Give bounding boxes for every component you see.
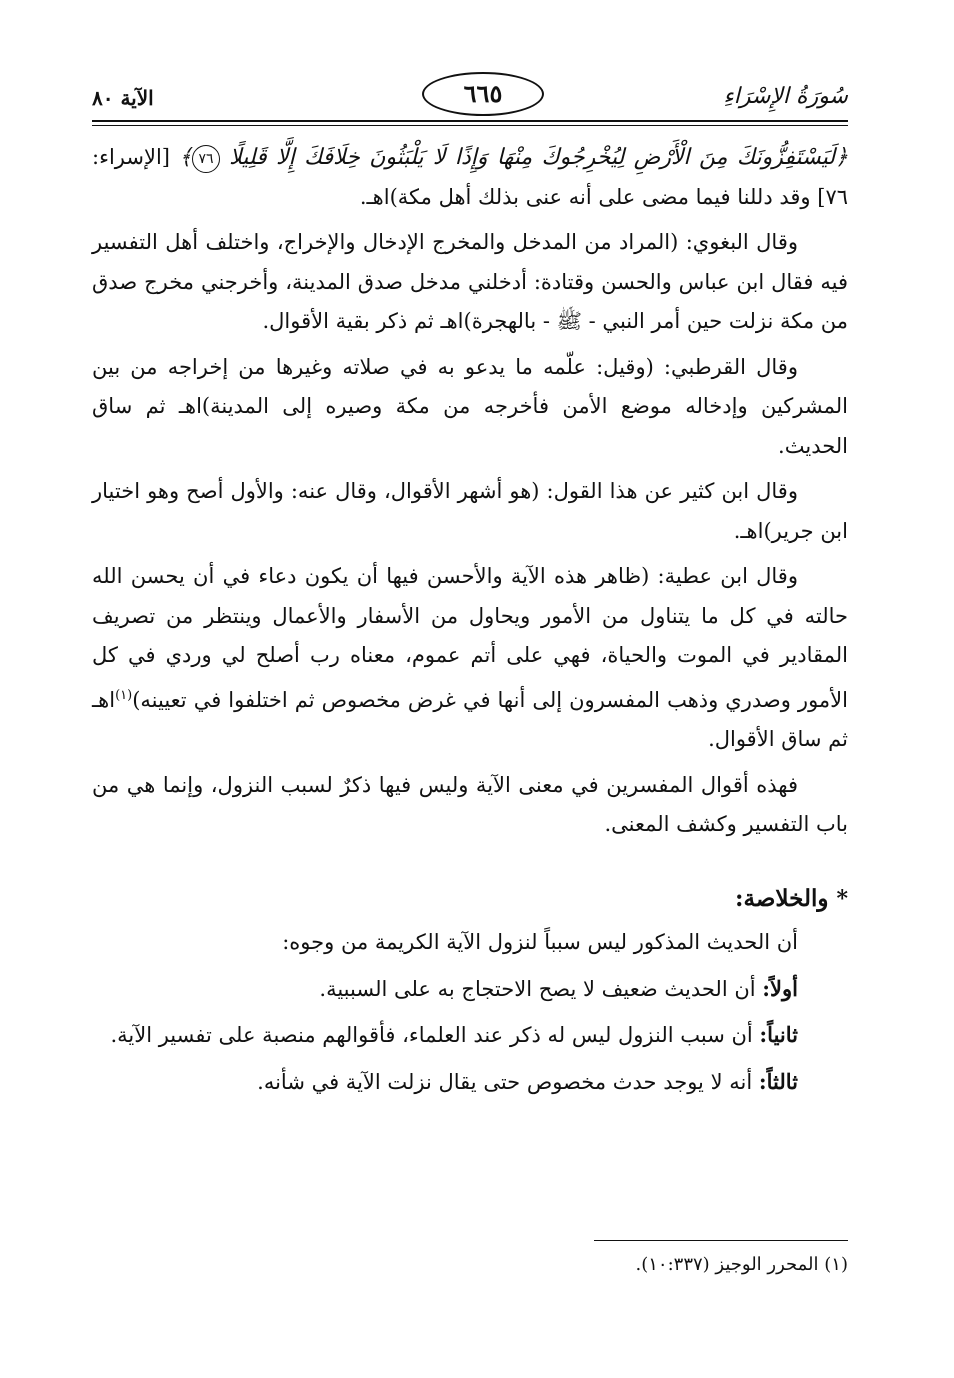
- footnote-separator: [594, 1240, 848, 1241]
- paragraph-qurtubi: وقال القرطبي: (وقيل: علّمه ما يدعو به في صلاته وغيرها من إخراجه من بين المشركين وإدخاله موضع الأمن فأخرجه من مكة وصيره إلى المدينة)اهـ ثم ساق الحديث.: [92, 354, 848, 458]
- quran-bracket-open: ﴿: [835, 145, 848, 170]
- paragraph-ibn-atiyyah: [92, 557, 848, 760]
- ayah-number-marker: ٧٦: [192, 145, 220, 173]
- paragraph-conclusion: فهذه أقوال المفسرين في معنى الآية وليس فيها ذكرٌ لسبب النزول، وإنما هي من باب التفسير وكشف المعنى.: [92, 772, 848, 836]
- ibn-atiyyah-quote: وقال ابن عطية: (ظاهر هذه الآية والأحسن فيها أن يكون دعاء في أن يحسن الله حالته في كل ما يتناول من الأمور ويحاول من الأسفار والأعمال وينتظر من تصريف المقادير في الموت والحياة، فهي على أتم عموم، معناه رب أصلح لي وردي في كل الأمور وصدري وذهب المفسرون إلى أنها في غرض مخصوص ثم اختلفوا في تعيينه): [92, 564, 848, 712]
- summary-item-label: أولاً:: [762, 975, 798, 1001]
- ibn-atiyyah-end: اهـ ثم ساق الأقوال.: [92, 687, 848, 751]
- footnote-reference[interactable]: (١): [115, 687, 133, 703]
- summary-item-label: ثانياً:: [759, 1022, 798, 1047]
- page-number: ٦٦٥: [422, 72, 544, 116]
- verse-paragraph: [92, 138, 848, 217]
- page-header: [92, 66, 848, 122]
- paragraph-baghawi: وقال البغوي: (المراد من المدخل والمخرج الإدخال والإخراج، واختلف أهل التفسير فيه فقال ابن عباس والحسن وقتادة: أدخلني مدخل صدق المدينة، وأخرجني مخرج صدق من مكة نزلت حين أمر النبي - ﷺ - بالهجرة)اهـ ثم ذكر بقية الأقوال.: [92, 230, 848, 333]
- summary-item-label: ثالثاً:: [758, 1068, 798, 1094]
- footnote: [92, 1250, 848, 1280]
- summary-item: [92, 1015, 848, 1056]
- verse-citation-text: [الإسراء: ٧٦] وقد دللنا فيما مضى على أنه عنى بذلك أهل مكة)اهـ.: [92, 145, 848, 209]
- ayah-reference: الآية ٨٠: [92, 86, 154, 110]
- star-icon: *: [836, 885, 848, 912]
- summary-item-text: أن الحديث ضعيف لا يصح الاحتجاج به على السببية.: [319, 976, 756, 1001]
- header-rule: [92, 120, 848, 122]
- summary-intro: أن الحديث المذكور ليس سبباً لنزول الآية الكريمة من وجوه:: [282, 930, 798, 954]
- summary-heading-text: والخلاصة:: [735, 884, 829, 912]
- footnote-number: (١): [824, 1254, 848, 1275]
- summary-item: [92, 1062, 848, 1103]
- summary-item-text: أنه لا يوجد حدث مخصوص حتى يقال نزلت الآية في شأنه.: [257, 1069, 753, 1094]
- summary-heading: [92, 879, 848, 920]
- summary-item-text: أن سبب النزول ليس له ذكر عند العلماء، فأقوالهم منصبة على تفسير الآية.: [110, 1023, 753, 1047]
- paragraph-ibn-kathir: وقال ابن كثير عن هذا القول: (هو أشهر الأقوال، وقال عنه: والأول أصح وهو اختيار ابن جرير)اهـ.: [92, 479, 848, 543]
- page-body: [92, 138, 848, 1108]
- surah-name: سُورَةُ الإِسْرَاءِ: [723, 84, 848, 109]
- quran-bracket-close: ﴾: [179, 145, 192, 170]
- header-rule-thin: [92, 125, 848, 126]
- quran-verse: لَيَسْتَفِزُّونَكَ مِنَ الْأَرْضِ لِيُخْرِجُوكَ مِنْهَا وَإِذًا لَا يَلْبَثُونَ خِلَافَكَ إِلَّا قَلِيلًا: [229, 145, 836, 170]
- footnote-text: المحرر الوجيز (١٠:٣٣٧).: [635, 1254, 819, 1275]
- summary-item: [92, 969, 848, 1010]
